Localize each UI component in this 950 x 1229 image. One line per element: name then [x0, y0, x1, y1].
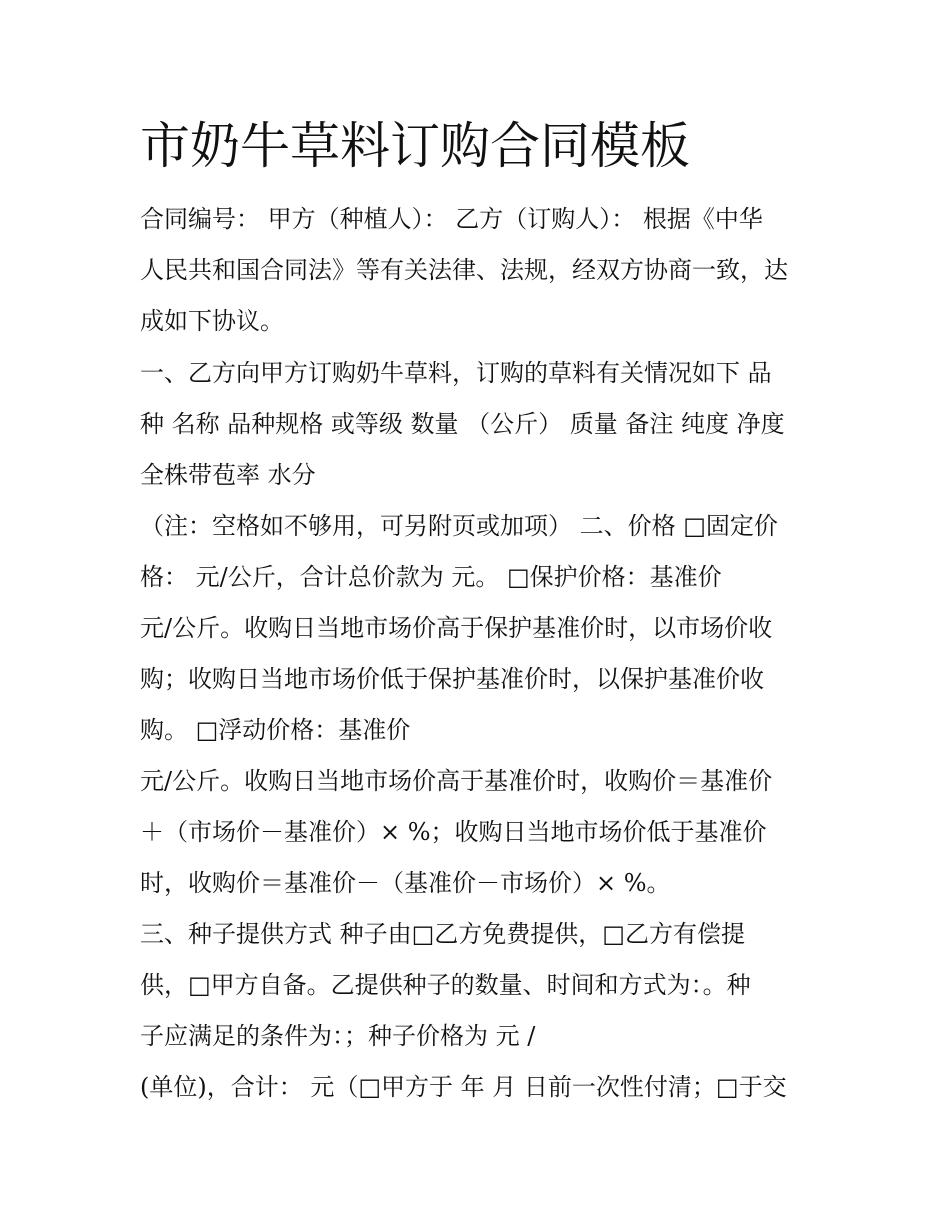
body-line-13: ＋（市场价－基准价）× %；收购日当地市场价低于基准价 — [140, 818, 767, 846]
body-line-1: 合同编号： 甲方（种植人）： 乙方（订购人）： 根据《中华 — [140, 205, 763, 233]
document-title: 市奶牛草料订购合同模板 — [140, 117, 690, 175]
body-line-15: 三、种子提供方式 种子由□乙方免费提供，□乙方有偿提 — [140, 920, 745, 948]
body-line-10: 购；收购日当地市场价低于保护基准价时，以保护基准价收 — [140, 665, 764, 693]
body-line-11: 购。 □浮动价格：基准价 — [140, 716, 411, 744]
body-line-8: 格： 元/公斤，合计总价款为 元。 □保护价格：基准价 — [140, 563, 722, 591]
body-line-7: （注：空格如不够用，可另附页或加项） 二、价格 □固定价 — [140, 512, 778, 540]
body-line-12: 元/公斤。收购日当地市场价高于基准价时，收购价＝基准价 — [140, 767, 773, 795]
body-line-18: (单位)，合计： 元（□甲方于 年 月 日前一次性付清；□于交 — [140, 1073, 787, 1101]
body-line-14: 时，收购价＝基准价－（基准价－市场价）× %。 — [140, 869, 671, 897]
body-line-2: 人民共和国合同法》等有关法律、法规，经双方协商一致，达 — [140, 256, 788, 284]
body-line-9: 元/公斤。收购日当地市场价高于保护基准价时，以市场价收 — [140, 614, 773, 642]
body-line-6: 全株带苞率 水分 — [140, 461, 316, 489]
body-line-16: 供，□甲方自备。乙提供种子的数量、时间和方式为：。种 — [140, 971, 751, 999]
body-line-4: 一、乙方向甲方订购奶牛草料，订购的草料有关情况如下 品 — [140, 359, 772, 387]
body-line-5: 种 名称 品种规格 或等级 数量 （公斤） 质量 备注 纯度 净度 — [140, 410, 785, 438]
body-line-17: 子应满足的条件为：；种子价格为 元 / — [140, 1022, 536, 1050]
body-line-3: 成如下协议。 — [140, 307, 284, 335]
